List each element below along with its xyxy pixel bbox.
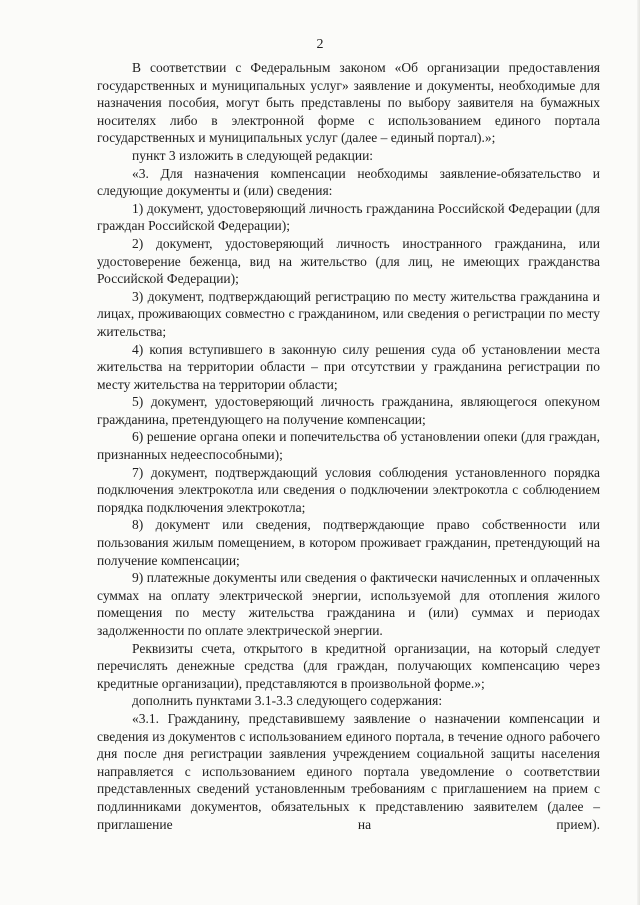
page-number: 2 <box>316 37 324 52</box>
list-item-4: 4) копия вступившего в законную силу решения суда об установлении места жительства на территории области – при отсутствии у гражданина регистрации по месту жительства на территории области; <box>97 341 600 392</box>
list-item-3: 3) документ, подтверждающий регистрацию по месту жительства гражданина и лицах, проживающих совместно с гражданином, или сведения о регистрации по месту жительства; <box>97 288 600 339</box>
list-item-7: 7) документ, подтверждающий условия соблюдения установленного порядка подключения электрокотла или сведения о подключении электрокотла с соблюдением порядка подключения электрокотла; <box>97 464 600 515</box>
paragraph-portal-notice: В соответствии с Федеральным законом «Об организации предоставления государственных и муниципальных услуг» заявление и документы, необходимые для назначения пособия, могут быть представлены по выбору заявителя на бумажных носителях либо в электронной форме с использованием единого портала государственных и муниципальных услуг (далее – единый портал).»; <box>97 60 600 146</box>
paragraph-add-items: дополнить пунктами 3.1-3.3 следующего содержания: <box>132 693 443 709</box>
paragraph-item3-intro: пункт 3 изложить в следующей редакции: <box>132 147 374 163</box>
document-body <box>97 59 600 833</box>
paragraph-item3-1: «3.1. Гражданину, представившему заявление о назначении компенсации и сведения из документов с использованием единого портала, в течение одного рабочего дня после дня регистрации заявления учреждением социальной защиты населения направляется с использованием единого портала уведомление о соответствии представленных сведений установленным требованиям с приглашением на прием с подлинниками документов, обязательных к представлению заявителем (далее – приглашение на прием). <box>97 710 600 832</box>
list-item-2: 2) документ, удостоверяющий личность иностранного гражданина, или удостоверение беженца, вид на жительство (для лиц, не имеющих гражданства Российской Федерации); <box>97 235 600 287</box>
list-item-1: 1) документ, удостоверяющий личность гражданина Российской Федерации (для граждан Российской Федерации); <box>97 200 600 234</box>
paragraph-item3-text: «3. Для назначения компенсации необходимы заявление-обязательство и следующие документы и (или) сведения: <box>97 165 600 199</box>
list-item-9: 9) платежные документы или сведения о фактически начисленных и оплаченных суммах на оплату электрической энергии, используемой для отопления жилого помещения по месту жительства гражданина и (или) суммах и периодах задолженности по оплате электрической энергии. <box>97 570 600 638</box>
list-item-5: 5) документ, удостоверяющий личность гражданина, являющегося опекуном гражданина, претендующего на получение компенсации; <box>97 394 600 427</box>
paragraph-bank-details: Реквизиты счета, открытого в кредитной организации, на который следует перечислять денежные средства (для граждан, получающих компенсацию через кредитные организации), представляются в произвольной форме.»; <box>97 640 600 691</box>
list-item-6: 6) решение органа опеки и попечительства об установлении опеки (для граждан, признанных недееспособными); <box>97 429 600 463</box>
list-item-8: 8) документ или сведения, подтверждающие право собственности или пользования жилым помещением, в котором проживает гражданин, претендующий на получение компенсации; <box>97 517 600 568</box>
